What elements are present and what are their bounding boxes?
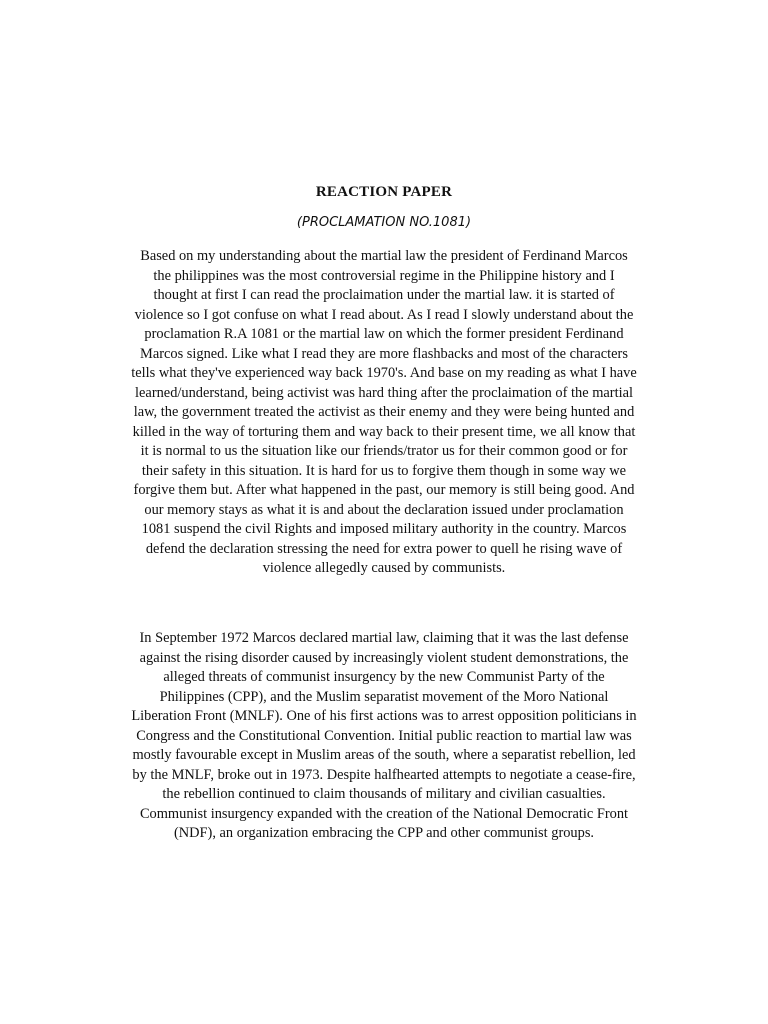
paragraph-1: Based on my understanding about the martial law the president of Ferdinand Marcos the philippines was the most controversial regime in the Philippine history and I thought at first I can read the proclaimation under the martial law. it is started of violence so I got confuse on what I read about. As I read I slowly understand about the proclamation R.A 1081 or the martial law on which the former president Ferdinand Marcos signed. Like what I read they are more flashbacks and most of the characters tells what they've experienced way back 1970's. And base on my reading as what I have learned/understand, being activist was hard thing after the proclaimation of the martial law, the government treated the activist as their enemy and they were being hunted and killed in the way of torturing them and way back to their present time, we all know that it is normal to us the situation like our friends/trator us for their common good or for their safety in this situation. It is hard for us to forgive them though in some way we forgive them but. After what happened in the past, our memory is still being good. And our memory stays as what it is and about the declaration issued under proclamation 1081 suspend the civil Rights and imposed military authority in the country. Marcos defend the declaration stressing the need for extra power to quell he rising wave of violence allegedly caused by communists. <box>131 248 637 576</box>
paragraph-2: In September 1972 Marcos declared martial law, claiming that it was the last defense against the rising disorder caused by increasingly violent student demonstrations, the alleged threats of communist insurgency by the new Communist Party of the Philippines (CPP), and the Muslim separatist movement of the Moro National Liberation Front (MNLF). One of his first actions was to arrest opposition politicians in Congress and the Constitutional Convention. Initial public reaction to martial law was mostly favourable except in Muslim areas of the south, where a separatist rebellion, led by the MNLF, broke out in 1973. Despite halfhearted attempts to negotiate a cease-fire, the rebellion continued to claim thousands of military and civilian casualties. Communist insurgency expanded with the creation of the National Democratic Front (NDF), an organization embracing the CPP and other communist groups. <box>131 630 637 841</box>
document-subtitle: (PROCLAMATION NO.1081) <box>296 215 472 230</box>
document-title: REACTION PAPER <box>315 184 453 200</box>
